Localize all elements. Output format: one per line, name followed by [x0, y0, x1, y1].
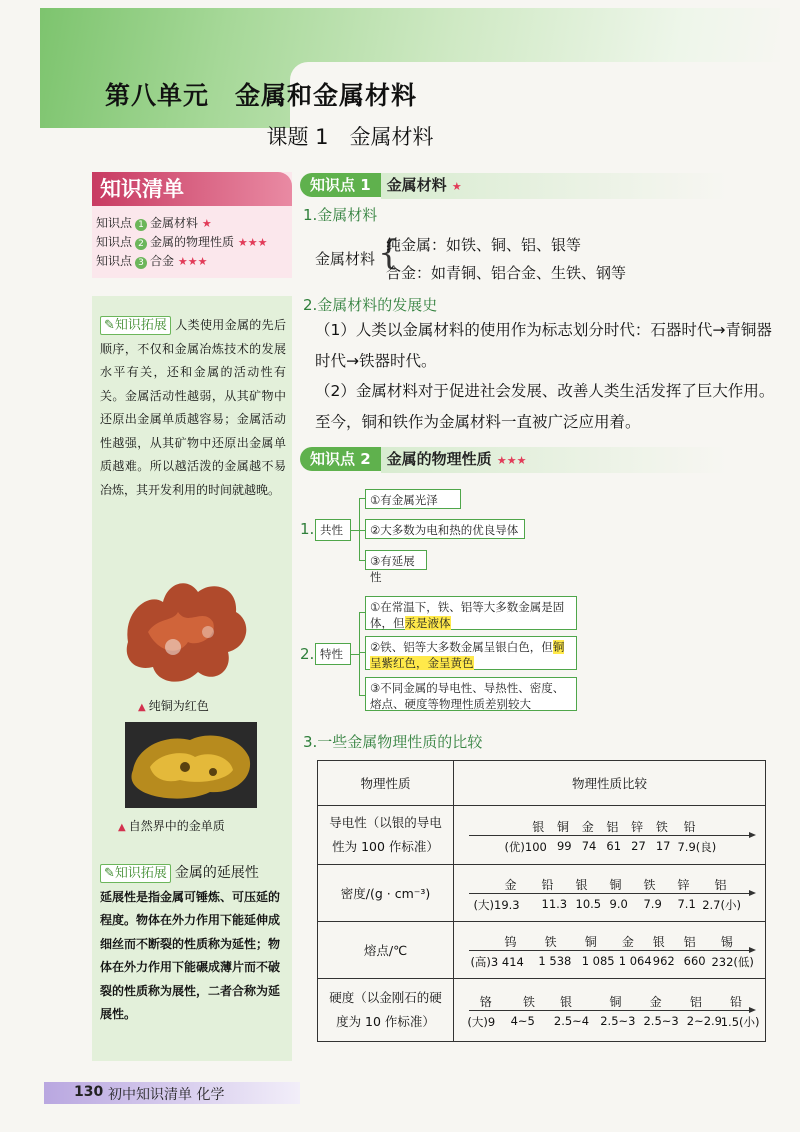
scale-metal-name: 锌: [631, 820, 644, 834]
table-row: [318, 806, 766, 865]
knowledge-point-1-tag: [300, 173, 727, 197]
scale-value: 1 085: [581, 954, 615, 968]
kp-title: 金属材料: [386, 176, 447, 194]
extension-tag: [100, 316, 171, 335]
knowledge-point-2-tag: [300, 447, 727, 471]
topic-prefix: 知识点: [96, 216, 133, 230]
scale-value: 74: [581, 839, 597, 853]
extension-note-2: [100, 862, 286, 1027]
copper-mineral-image: [118, 572, 258, 690]
scale-metal-name: 锡: [720, 935, 733, 949]
scale-metal-name: 银: [560, 995, 573, 1009]
sidebar-topic-list: [96, 214, 267, 271]
history-para-1: [315, 315, 775, 377]
arrow-line: [469, 950, 750, 951]
scale-metal-name: 铁: [643, 878, 656, 892]
scale-metal-name: 钨: [504, 935, 517, 949]
comparison-cell: [454, 922, 766, 979]
scale-value: 27: [631, 839, 646, 853]
scale-value: 7.9: [643, 897, 662, 911]
scale-metal-name: 铜: [556, 820, 569, 834]
scale-metal-name: 铝: [606, 820, 619, 834]
para-text: （2）金属材料对于促进社会发展、改善人类生活发挥了巨大作用。至今，铜和铁作为金属材料一直被广泛应用着。: [315, 382, 775, 431]
pure-metal-text: 纯金属：如铁、铜、铝、银等: [386, 236, 582, 254]
topic-number: 2: [135, 238, 147, 250]
connector-line: [351, 654, 359, 655]
special-property-box: 特性: [315, 643, 351, 665]
comparison-cell: [454, 979, 766, 1042]
comparison-scale: [455, 930, 764, 970]
special-property-item-3: ③不同金属的导电性、导热性、密度、熔点、硬度等物理性质差别较大: [365, 677, 577, 711]
comparison-cell: [454, 806, 766, 865]
kp-title: 金属的物理性质: [386, 450, 492, 468]
star-icon: ★: [451, 180, 462, 193]
scale-value: 17: [655, 839, 671, 853]
scale-metal-name: 铜: [584, 935, 597, 949]
arrow-line: [469, 835, 750, 836]
common-property-item-3: ③有延展性: [365, 550, 427, 570]
scale-metal-name: 铝: [689, 995, 702, 1009]
sidebar-heading: 知识清单: [92, 172, 292, 206]
unit-title: 第八单元 金属和金属材料: [105, 81, 418, 110]
kp-number: 知识点 1: [300, 173, 381, 197]
scale-metal-name: 铁: [655, 820, 668, 834]
item-text: ②铁、铝等大多数金属呈银白色，但: [370, 640, 553, 654]
star-icon: ★★★: [237, 236, 268, 249]
sidebar-topic-3: [96, 252, 267, 271]
metal-properties-table: [317, 760, 766, 1042]
comparison-scale: [455, 873, 764, 913]
kp-number: 知识点 2: [300, 447, 381, 471]
lesson-title: [0, 121, 800, 151]
topic-prefix: 知识点: [96, 235, 133, 249]
special-property-item-1: [365, 596, 577, 630]
scale-value: 1 538: [538, 954, 572, 968]
extension-note-1: [100, 314, 286, 502]
caption-text: 自然界中的金单质: [128, 819, 225, 833]
arrow-line: [469, 1010, 750, 1011]
arrow-line: [469, 893, 750, 894]
extension-title: 金属的延展性: [174, 865, 259, 881]
connector-line: [359, 612, 360, 696]
scale-metal-name: 金: [621, 935, 634, 949]
special-property-item-2: [365, 636, 577, 670]
scale-value: 1.5(小): [720, 1015, 760, 1029]
page-number: 130: [74, 1084, 104, 1100]
history-para-2: [315, 376, 777, 438]
scale-metal-name: 铁: [522, 995, 535, 1009]
scale-metal-name: 铬: [479, 995, 492, 1009]
scale-value: 9.0: [609, 897, 628, 911]
scale-value: 660: [683, 954, 706, 968]
common-property-item-1: ①有金属光泽: [365, 489, 461, 509]
scale-metal-name: 铝: [714, 878, 727, 892]
comparison-scale: [455, 815, 764, 855]
scale-metal-name: 铅: [730, 995, 743, 1009]
table-row: [318, 979, 766, 1042]
sidebar-topic-1: [96, 214, 267, 233]
highlight-text: 汞是液体: [404, 616, 451, 630]
common-property-item-2: ②大多数为电和热的优良导体: [365, 519, 525, 539]
star-icon: ★★★: [496, 454, 527, 467]
extension-tag-label: 知识拓展: [114, 318, 167, 333]
footer-title: 初中知识清单 化学: [108, 1087, 225, 1103]
alloy-text: 合金：如青铜、铝合金、生铁、钢等: [386, 264, 627, 282]
table-header-property: 物理性质: [318, 761, 454, 806]
topic-number: 3: [135, 257, 147, 269]
star-icon: ★: [201, 217, 212, 230]
scale-value: 232(低): [711, 955, 754, 969]
scale-value: (优)100: [504, 840, 547, 854]
section-heading-1: 1.金属材料: [303, 206, 378, 224]
book-icon: ✎: [104, 318, 115, 333]
scale-metal-name: 锌: [677, 878, 690, 892]
scale-metal-name: 铜: [609, 995, 622, 1009]
scale-value: 10.5: [575, 897, 602, 911]
scale-metal-name: 银: [532, 820, 545, 834]
extension-text: 延展性是指金属可锤炼、可压延的程度。物体在外力作用下能延伸成细丝而不断裂的性质称为延性；物体在外力作用下能碾成薄片而不破裂的性质称为展性，二者合称为延展性。: [100, 889, 281, 1021]
section-heading-3: 3.一些金属物理性质的比较: [303, 733, 483, 751]
scale-value: 2.5~3: [643, 1014, 679, 1028]
scale-value: 4~5: [510, 1014, 535, 1028]
scale-value: 7.1: [677, 897, 696, 911]
scale-value: 11.3: [541, 897, 568, 911]
scale-metal-name: 银: [652, 935, 665, 949]
metal-material-term: 金属材料: [315, 250, 376, 268]
common-property-box: 共性: [315, 519, 351, 541]
section-heading-2: 2.金属材料的发展史: [303, 296, 438, 314]
gold-caption: [118, 817, 225, 834]
scale-value: (大)9: [467, 1015, 496, 1029]
scale-value: 61: [606, 839, 622, 853]
diagram-1-number: 1.: [300, 520, 315, 538]
scale-metal-name: 银: [575, 878, 588, 892]
scale-value: 1 064: [618, 954, 652, 968]
scale-value: 2.5~4: [553, 1014, 590, 1028]
topic-label: 合金: [150, 254, 175, 268]
scale-metal-name: 铝: [683, 935, 696, 949]
table-row: [318, 922, 766, 979]
brace-symbol: {: [378, 233, 400, 273]
scale-metal-name: 金: [649, 995, 662, 1009]
scale-metal-name: 金: [581, 820, 594, 834]
book-icon: ✎: [104, 866, 115, 881]
triangle-icon: ▲: [138, 702, 146, 713]
table-header-comparison: 物理性质比较: [454, 761, 766, 806]
scale-metal-name: 铜: [609, 878, 622, 892]
extension-tag: [100, 864, 171, 883]
copper-caption: [138, 697, 209, 714]
extension-text: 人类使用金属的先后顺序，不仅和金属冶炼技术的发展水平有关，还和金属的活动性有关。金属活动性越弱，从其矿物中还原出金属单质越容易；金属活动性越强，从其矿物中还原出金属单质越难。所以越活泼的金属越不易冶炼，其开发利用的时间就越晚。: [100, 318, 286, 497]
table-header-row: [318, 761, 766, 806]
topic-prefix: 知识点: [96, 254, 133, 268]
scale-value: 2.5~3: [600, 1014, 636, 1028]
scale-metal-name: 铁: [544, 935, 557, 949]
gold-mineral-image: [125, 722, 257, 808]
scale-metal-name: 金: [504, 878, 517, 892]
property-cell: 密度/(g · cm⁻³): [318, 865, 454, 922]
comparison-scale: [455, 990, 764, 1030]
scale-metal-name: 铅: [541, 878, 554, 892]
property-cell: 硬度（以金刚石的硬度为 10 作标准）: [318, 979, 454, 1042]
connector-line: [351, 530, 359, 531]
scale-value: 99: [556, 839, 572, 853]
topic-label: 金属材料: [150, 216, 199, 230]
diagram-2-number: 2.: [300, 645, 315, 663]
lesson-title-text: 课题 1 金属材料: [266, 125, 434, 149]
scale-value: 962: [652, 954, 675, 968]
highlight-text: 铜呈紫红色，金呈黄色: [370, 640, 565, 670]
para-text: （1）人类以金属材料的使用作为标志划分时代：石器时代→青铜器时代→铁器时代。: [315, 321, 772, 370]
scale-value: 2.7(小): [702, 898, 741, 912]
property-cell: 导电性（以银的导电性为 100 作标准）: [318, 806, 454, 865]
caption-text: 纯铜为红色: [148, 699, 209, 713]
triangle-icon: ▲: [118, 822, 126, 833]
scale-value: (大)19.3: [473, 898, 520, 912]
table-row: [318, 865, 766, 922]
scale-value: 7.9(良): [677, 840, 717, 854]
scale-value: (高)3 414: [470, 955, 524, 969]
item-text: ①在常温下，铁、铝等大多数金属是固体，但: [370, 600, 565, 630]
star-icon: ★★★: [177, 255, 208, 268]
scale-metal-name: 铅: [683, 820, 696, 834]
topic-label: 金属的物理性质: [150, 235, 235, 249]
scale-value: 2~2.9: [686, 1014, 722, 1028]
sidebar-topic-2: [96, 233, 267, 252]
extension-tag-label: 知识拓展: [114, 866, 167, 881]
property-cell: 熔点/℃: [318, 922, 454, 979]
topic-number: 1: [135, 219, 147, 231]
comparison-cell: [454, 865, 766, 922]
